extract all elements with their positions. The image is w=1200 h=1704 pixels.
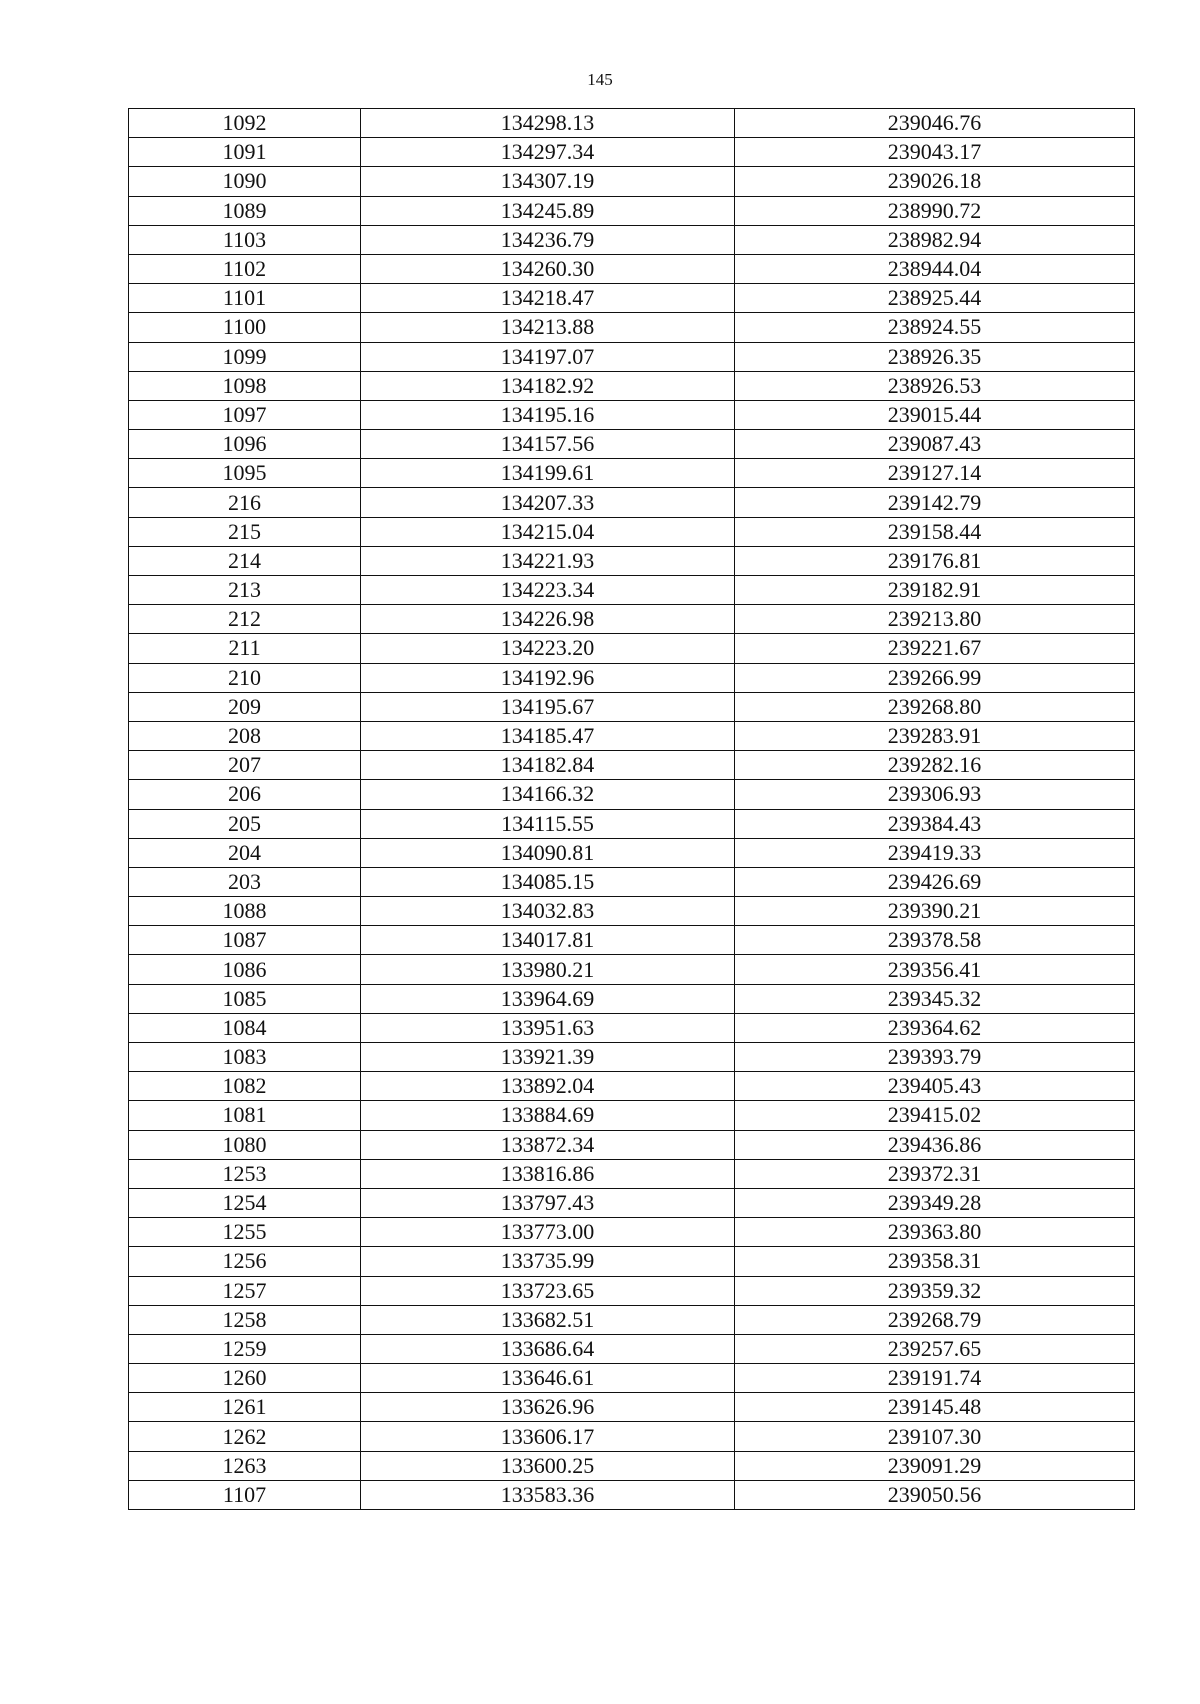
y-coordinate-cell: 238944.04	[735, 254, 1135, 283]
y-coordinate-cell: 238925.44	[735, 284, 1135, 313]
table-row	[129, 1334, 1135, 1363]
point-number-cell: 1098	[129, 371, 361, 400]
table-row	[129, 1247, 1135, 1276]
x-coordinate-cell: 134297.34	[361, 138, 735, 167]
table-row	[129, 1276, 1135, 1305]
y-coordinate-cell: 239426.69	[735, 867, 1135, 896]
table-row	[129, 1043, 1135, 1072]
y-coordinate-cell: 239268.79	[735, 1305, 1135, 1334]
point-number-cell: 1090	[129, 167, 361, 196]
x-coordinate-cell: 134218.47	[361, 284, 735, 313]
table-row	[129, 196, 1135, 225]
point-number-cell: 209	[129, 692, 361, 721]
table-row	[129, 605, 1135, 634]
point-number-cell: 1083	[129, 1043, 361, 1072]
x-coordinate-cell: 134221.93	[361, 546, 735, 575]
point-number-cell: 210	[129, 663, 361, 692]
y-coordinate-cell: 239107.30	[735, 1422, 1135, 1451]
point-number-cell: 1099	[129, 342, 361, 371]
table-row	[129, 109, 1135, 138]
page-number: 145	[587, 70, 613, 89]
y-coordinate-cell: 239436.86	[735, 1130, 1135, 1159]
y-coordinate-cell: 239390.21	[735, 897, 1135, 926]
point-number-cell: 1086	[129, 955, 361, 984]
table-row	[129, 517, 1135, 546]
y-coordinate-cell: 239356.41	[735, 955, 1135, 984]
x-coordinate-cell: 134017.81	[361, 926, 735, 955]
x-coordinate-cell: 134245.89	[361, 196, 735, 225]
table-row	[129, 955, 1135, 984]
table-row	[129, 897, 1135, 926]
y-coordinate-cell: 239372.31	[735, 1159, 1135, 1188]
y-coordinate-cell: 239091.29	[735, 1451, 1135, 1480]
point-number-cell: 203	[129, 867, 361, 896]
table-row	[129, 459, 1135, 488]
y-coordinate-cell: 239221.67	[735, 634, 1135, 663]
table-row	[129, 926, 1135, 955]
table-row	[129, 1013, 1135, 1042]
x-coordinate-cell: 134195.67	[361, 692, 735, 721]
x-coordinate-cell: 133964.69	[361, 984, 735, 1013]
y-coordinate-cell: 239415.02	[735, 1101, 1135, 1130]
point-number-cell: 1082	[129, 1072, 361, 1101]
point-number-cell: 211	[129, 634, 361, 663]
point-number-cell: 1088	[129, 897, 361, 926]
point-number-cell: 1095	[129, 459, 361, 488]
table-row	[129, 225, 1135, 254]
x-coordinate-cell: 134207.33	[361, 488, 735, 517]
table-row	[129, 692, 1135, 721]
point-number-cell: 212	[129, 605, 361, 634]
point-number-cell: 1091	[129, 138, 361, 167]
table-row	[129, 634, 1135, 663]
table-row	[129, 284, 1135, 313]
y-coordinate-cell: 238926.53	[735, 371, 1135, 400]
x-coordinate-cell: 133723.65	[361, 1276, 735, 1305]
point-number-cell: 1096	[129, 430, 361, 459]
y-coordinate-cell: 239359.32	[735, 1276, 1135, 1305]
point-number-cell: 1257	[129, 1276, 361, 1305]
table-row	[129, 780, 1135, 809]
point-number-cell: 207	[129, 751, 361, 780]
point-number-cell: 1097	[129, 400, 361, 429]
x-coordinate-cell: 134260.30	[361, 254, 735, 283]
y-coordinate-cell: 239363.80	[735, 1218, 1135, 1247]
x-coordinate-cell: 134157.56	[361, 430, 735, 459]
point-number-cell: 1103	[129, 225, 361, 254]
x-coordinate-cell: 134223.34	[361, 576, 735, 605]
y-coordinate-cell: 239087.43	[735, 430, 1135, 459]
point-number-cell: 1254	[129, 1188, 361, 1217]
table-row	[129, 809, 1135, 838]
table-row	[129, 838, 1135, 867]
table-row	[129, 1101, 1135, 1130]
y-coordinate-cell: 239384.43	[735, 809, 1135, 838]
x-coordinate-cell: 134236.79	[361, 225, 735, 254]
y-coordinate-cell: 239213.80	[735, 605, 1135, 634]
y-coordinate-cell: 239191.74	[735, 1364, 1135, 1393]
y-coordinate-cell: 238924.55	[735, 313, 1135, 342]
x-coordinate-cell: 134182.92	[361, 371, 735, 400]
y-coordinate-cell: 238982.94	[735, 225, 1135, 254]
table-row	[129, 867, 1135, 896]
y-coordinate-cell: 239182.91	[735, 576, 1135, 605]
x-coordinate-cell: 133583.36	[361, 1480, 735, 1509]
y-coordinate-cell: 239283.91	[735, 721, 1135, 750]
y-coordinate-cell: 239358.31	[735, 1247, 1135, 1276]
x-coordinate-cell: 134298.13	[361, 109, 735, 138]
table-row	[129, 1393, 1135, 1422]
y-coordinate-cell: 239282.16	[735, 751, 1135, 780]
x-coordinate-cell: 133884.69	[361, 1101, 735, 1130]
point-number-cell: 1102	[129, 254, 361, 283]
table-row	[129, 1188, 1135, 1217]
coordinates-table	[128, 108, 1135, 1510]
x-coordinate-cell: 134226.98	[361, 605, 735, 634]
table-row	[129, 1364, 1135, 1393]
x-coordinate-cell: 134192.96	[361, 663, 735, 692]
point-number-cell: 1107	[129, 1480, 361, 1509]
table-row	[129, 342, 1135, 371]
table-row	[129, 167, 1135, 196]
x-coordinate-cell: 133921.39	[361, 1043, 735, 1072]
x-coordinate-cell: 134182.84	[361, 751, 735, 780]
point-number-cell: 1262	[129, 1422, 361, 1451]
x-coordinate-cell: 133600.25	[361, 1451, 735, 1480]
table-row	[129, 138, 1135, 167]
table-row	[129, 576, 1135, 605]
point-number-cell: 216	[129, 488, 361, 517]
x-coordinate-cell: 133773.00	[361, 1218, 735, 1247]
y-coordinate-cell: 239046.76	[735, 109, 1135, 138]
point-number-cell: 1092	[129, 109, 361, 138]
table-row	[129, 254, 1135, 283]
x-coordinate-cell: 134090.81	[361, 838, 735, 867]
point-number-cell: 206	[129, 780, 361, 809]
table-row	[129, 371, 1135, 400]
y-coordinate-cell: 239345.32	[735, 984, 1135, 1013]
table-row	[129, 663, 1135, 692]
y-coordinate-cell: 239158.44	[735, 517, 1135, 546]
point-number-cell: 1087	[129, 926, 361, 955]
table-row	[129, 1159, 1135, 1188]
table-row	[129, 488, 1135, 517]
y-coordinate-cell: 239405.43	[735, 1072, 1135, 1101]
x-coordinate-cell: 133735.99	[361, 1247, 735, 1276]
point-number-cell: 214	[129, 546, 361, 575]
x-coordinate-cell: 133816.86	[361, 1159, 735, 1188]
table-row	[129, 1218, 1135, 1247]
point-number-cell: 213	[129, 576, 361, 605]
x-coordinate-cell: 133682.51	[361, 1305, 735, 1334]
table-row	[129, 400, 1135, 429]
x-coordinate-cell: 133872.34	[361, 1130, 735, 1159]
x-coordinate-cell: 134115.55	[361, 809, 735, 838]
table-row	[129, 1451, 1135, 1480]
table-row	[129, 1480, 1135, 1509]
x-coordinate-cell: 134213.88	[361, 313, 735, 342]
x-coordinate-cell: 133606.17	[361, 1422, 735, 1451]
table-row	[129, 1305, 1135, 1334]
x-coordinate-cell: 134199.61	[361, 459, 735, 488]
x-coordinate-cell: 134307.19	[361, 167, 735, 196]
table-row	[129, 751, 1135, 780]
y-coordinate-cell: 239043.17	[735, 138, 1135, 167]
x-coordinate-cell: 133686.64	[361, 1334, 735, 1363]
table-row	[129, 430, 1135, 459]
x-coordinate-cell: 133980.21	[361, 955, 735, 984]
y-coordinate-cell: 239349.28	[735, 1188, 1135, 1217]
point-number-cell: 215	[129, 517, 361, 546]
point-number-cell: 1084	[129, 1013, 361, 1042]
point-number-cell: 208	[129, 721, 361, 750]
table-row	[129, 1072, 1135, 1101]
x-coordinate-cell: 133797.43	[361, 1188, 735, 1217]
x-coordinate-cell: 133646.61	[361, 1364, 735, 1393]
y-coordinate-cell: 239015.44	[735, 400, 1135, 429]
point-number-cell: 1263	[129, 1451, 361, 1480]
y-coordinate-cell: 239364.62	[735, 1013, 1135, 1042]
point-number-cell: 1258	[129, 1305, 361, 1334]
table-row	[129, 984, 1135, 1013]
point-number-cell: 1255	[129, 1218, 361, 1247]
table-row	[129, 721, 1135, 750]
point-number-cell: 204	[129, 838, 361, 867]
point-number-cell: 1081	[129, 1101, 361, 1130]
y-coordinate-cell: 239257.65	[735, 1334, 1135, 1363]
point-number-cell: 1259	[129, 1334, 361, 1363]
y-coordinate-cell: 239268.80	[735, 692, 1135, 721]
x-coordinate-cell: 134032.83	[361, 897, 735, 926]
x-coordinate-cell: 134085.15	[361, 867, 735, 896]
coordinates-table-body	[129, 109, 1135, 1510]
point-number-cell: 1089	[129, 196, 361, 225]
y-coordinate-cell: 239026.18	[735, 167, 1135, 196]
table-row	[129, 546, 1135, 575]
point-number-cell: 1080	[129, 1130, 361, 1159]
point-number-cell: 1085	[129, 984, 361, 1013]
y-coordinate-cell: 238990.72	[735, 196, 1135, 225]
y-coordinate-cell: 239393.79	[735, 1043, 1135, 1072]
point-number-cell: 1260	[129, 1364, 361, 1393]
table-row	[129, 313, 1135, 342]
point-number-cell: 1100	[129, 313, 361, 342]
point-number-cell: 1101	[129, 284, 361, 313]
point-number-cell: 1253	[129, 1159, 361, 1188]
y-coordinate-cell: 239306.93	[735, 780, 1135, 809]
x-coordinate-cell: 134197.07	[361, 342, 735, 371]
table-row	[129, 1422, 1135, 1451]
y-coordinate-cell: 239176.81	[735, 546, 1135, 575]
x-coordinate-cell: 134223.20	[361, 634, 735, 663]
x-coordinate-cell: 134215.04	[361, 517, 735, 546]
y-coordinate-cell: 239127.14	[735, 459, 1135, 488]
x-coordinate-cell: 133951.63	[361, 1013, 735, 1042]
y-coordinate-cell: 239378.58	[735, 926, 1135, 955]
y-coordinate-cell: 238926.35	[735, 342, 1135, 371]
y-coordinate-cell: 239142.79	[735, 488, 1135, 517]
x-coordinate-cell: 134195.16	[361, 400, 735, 429]
y-coordinate-cell: 239419.33	[735, 838, 1135, 867]
x-coordinate-cell: 133892.04	[361, 1072, 735, 1101]
table-row	[129, 1130, 1135, 1159]
point-number-cell: 205	[129, 809, 361, 838]
y-coordinate-cell: 239050.56	[735, 1480, 1135, 1509]
x-coordinate-cell: 134166.32	[361, 780, 735, 809]
point-number-cell: 1261	[129, 1393, 361, 1422]
y-coordinate-cell: 239145.48	[735, 1393, 1135, 1422]
y-coordinate-cell: 239266.99	[735, 663, 1135, 692]
x-coordinate-cell: 133626.96	[361, 1393, 735, 1422]
x-coordinate-cell: 134185.47	[361, 721, 735, 750]
point-number-cell: 1256	[129, 1247, 361, 1276]
